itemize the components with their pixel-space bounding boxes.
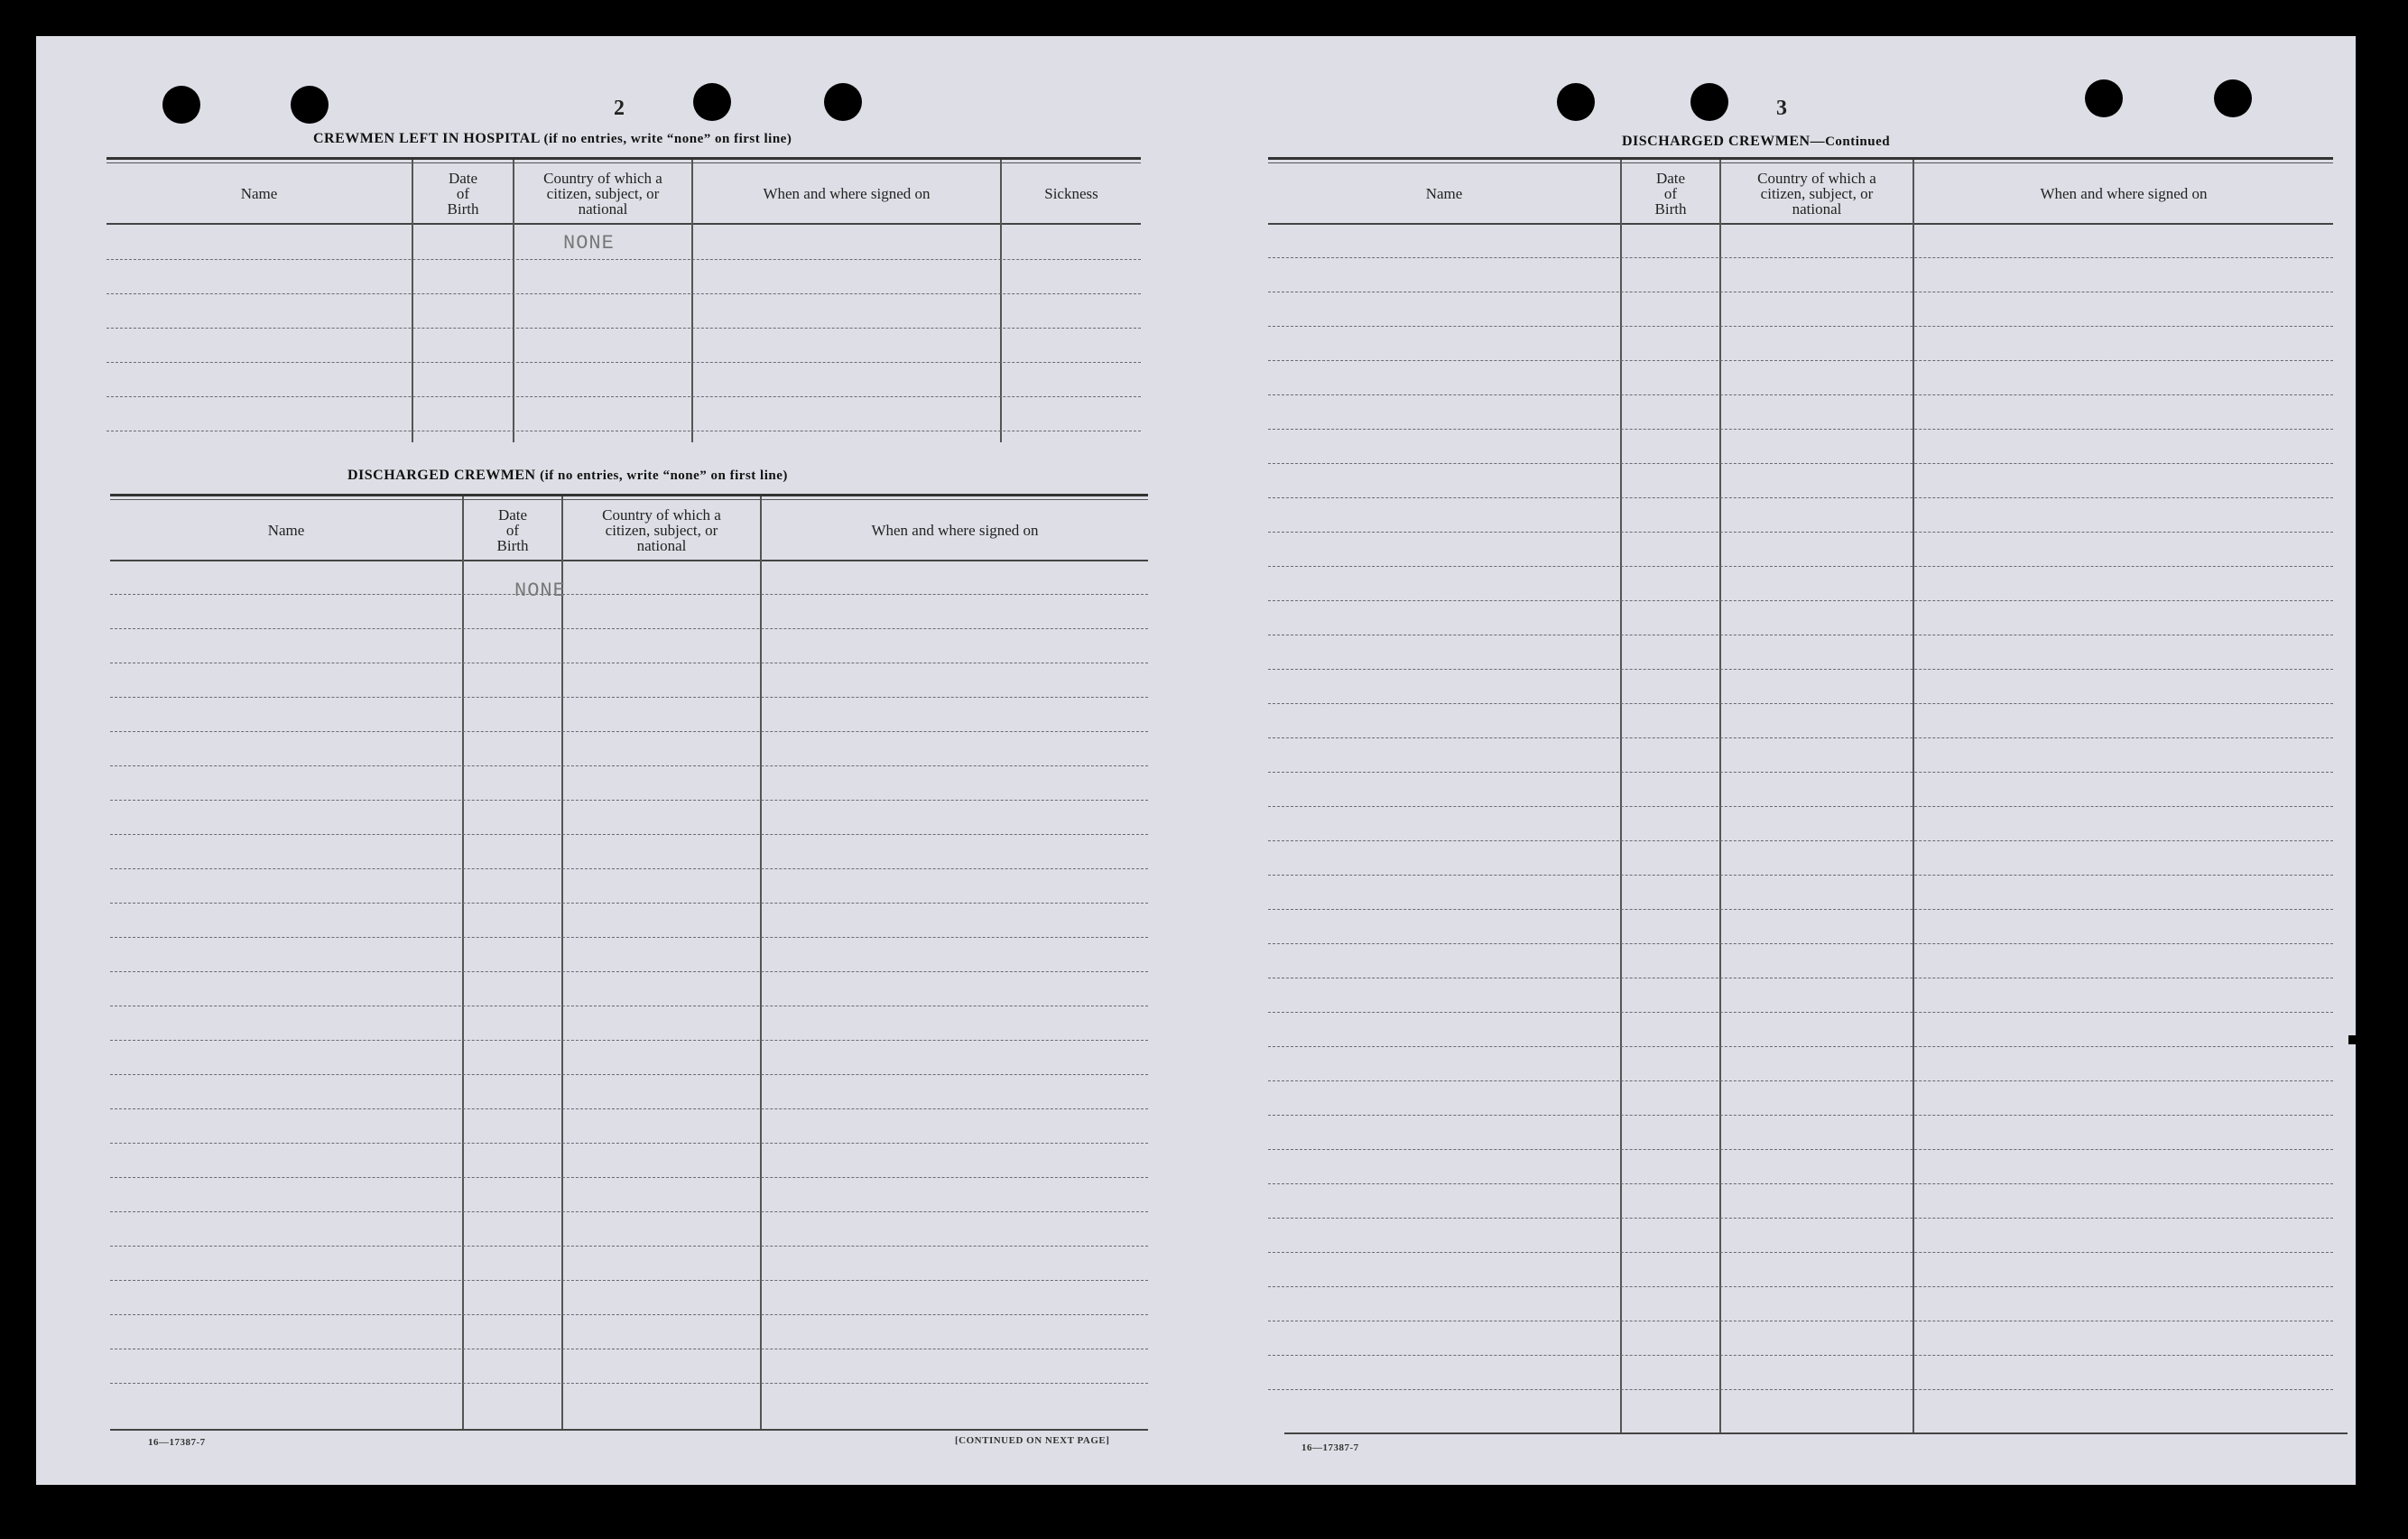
entry-line (110, 1246, 1148, 1247)
column-header: Date of Birth (447, 169, 479, 218)
entry-line (1268, 1149, 2333, 1150)
section-title-text: CREWMEN LEFT IN HOSPITAL (313, 131, 541, 146)
entry-line (110, 765, 1148, 766)
column-header: Date of Birth (496, 505, 529, 554)
entry-line (1268, 429, 2333, 430)
entry-line (1268, 1389, 2333, 1390)
entry-line (1268, 669, 2333, 670)
column-divider (691, 160, 693, 442)
column-header: When and where signed on (871, 521, 1039, 539)
entry-line (110, 1211, 1148, 1212)
bottom-rule (110, 1429, 1148, 1431)
punch-hole (1557, 83, 1595, 121)
entry-line (1268, 909, 2333, 910)
entry-line (1268, 1355, 2333, 1356)
entry-line (1268, 737, 2333, 738)
column-divider (412, 160, 413, 442)
entry-line (110, 731, 1148, 732)
column-divider (1913, 160, 1914, 1432)
entry-line (110, 1383, 1148, 1384)
continued-note: [CONTINUED ON NEXT PAGE] (955, 1435, 1110, 1446)
section-note: (if no entries, write “none” on first line) (543, 132, 792, 146)
typed-entry: NONE (514, 579, 566, 602)
entry-line (110, 868, 1148, 869)
column-divider (1000, 160, 1002, 442)
edge-mark (2348, 1035, 2356, 1044)
table-header (107, 162, 1141, 225)
entry-line (1268, 1080, 2333, 1081)
entry-line (1268, 1183, 2333, 1184)
entry-line (1268, 257, 2333, 258)
discharged-table (110, 494, 1148, 1440)
entry-line (110, 1040, 1148, 1041)
entry-line (1268, 840, 2333, 841)
entry-line (1268, 1252, 2333, 1253)
typed-entry: NONE (563, 232, 615, 255)
entry-line (1268, 1218, 2333, 1219)
entry-line (1268, 806, 2333, 807)
entry-line (1268, 1012, 2333, 1013)
punch-hole (1690, 83, 1728, 121)
column-divider (561, 496, 563, 1431)
column-header: Country of which a citizen, subject, or national (1757, 169, 1876, 218)
column-header: Sickness (1044, 184, 1098, 202)
column-header: Name (240, 184, 278, 202)
punch-hole (824, 83, 862, 121)
entry-line (107, 362, 1141, 363)
section-title-suffix: Continued (1825, 134, 1891, 149)
entry-line (107, 328, 1141, 329)
entry-line (1268, 532, 2333, 533)
column-header: When and where signed on (2040, 184, 2208, 202)
discharged-continued-table (1268, 157, 2333, 1442)
column-header: Country of which a citizen, subject, or national (543, 169, 662, 218)
entry-line (110, 800, 1148, 801)
table-header (1268, 162, 2333, 225)
entry-line (110, 594, 1148, 595)
entry-line (110, 1108, 1148, 1109)
entry-line (107, 293, 1141, 294)
entry-line (1268, 360, 2333, 361)
column-header: When and where signed on (763, 184, 931, 202)
entry-line (1268, 943, 2333, 944)
entry-line (110, 1143, 1148, 1144)
form-number: 16—17387-7 (148, 1437, 206, 1448)
entry-line (110, 937, 1148, 938)
section-title-discharged (347, 468, 788, 484)
column-header: Name (267, 521, 305, 539)
entry-line (110, 1280, 1148, 1281)
entry-line (1268, 772, 2333, 773)
section-title-text: DISCHARGED CREWMEN (347, 468, 536, 483)
entry-line (1268, 1115, 2333, 1116)
section-note: (if no entries, write “none” on first line) (540, 468, 788, 483)
entry-line (1268, 703, 2333, 704)
section-title-hospital (313, 131, 792, 147)
document-paper (36, 36, 2356, 1485)
entry-line (110, 1177, 1148, 1178)
section-title-text: DISCHARGED CREWMEN— (1622, 134, 1826, 149)
entry-line (110, 628, 1148, 629)
entry-line (1268, 463, 2333, 464)
entry-line (107, 396, 1141, 397)
column-divider (513, 160, 514, 442)
page-number: 3 (1776, 97, 1787, 120)
entry-line (107, 259, 1141, 260)
entry-line (110, 971, 1148, 972)
entry-line (110, 697, 1148, 698)
column-header: Name (1425, 184, 1463, 202)
entry-line (1268, 497, 2333, 498)
entry-line (1268, 566, 2333, 567)
column-divider (1620, 160, 1622, 1432)
column-divider (760, 496, 762, 1431)
punch-hole (2214, 79, 2252, 117)
punch-hole (291, 86, 329, 124)
bottom-rule (1284, 1432, 2348, 1434)
column-divider (462, 496, 464, 1431)
hospital-table (107, 157, 1141, 444)
entry-line (1268, 600, 2333, 601)
punch-hole (693, 83, 731, 121)
entry-line (110, 834, 1148, 835)
entry-line (1268, 1286, 2333, 1287)
column-header: Date of Birth (1654, 169, 1687, 218)
column-divider (1719, 160, 1721, 1432)
entry-line (1268, 326, 2333, 327)
entry-line (1268, 394, 2333, 395)
column-header: Country of which a citizen, subject, or national (602, 505, 721, 554)
section-title-discharged-continued (1622, 134, 1890, 150)
entry-line (1268, 875, 2333, 876)
page-number: 2 (614, 97, 625, 120)
entry-line (110, 903, 1148, 904)
punch-hole (162, 86, 200, 124)
entry-line (110, 1314, 1148, 1315)
table-header (110, 499, 1148, 561)
entry-line (110, 1074, 1148, 1075)
entry-line (1268, 1046, 2333, 1047)
form-number: 16—17387-7 (1301, 1442, 1359, 1453)
punch-hole (2085, 79, 2123, 117)
